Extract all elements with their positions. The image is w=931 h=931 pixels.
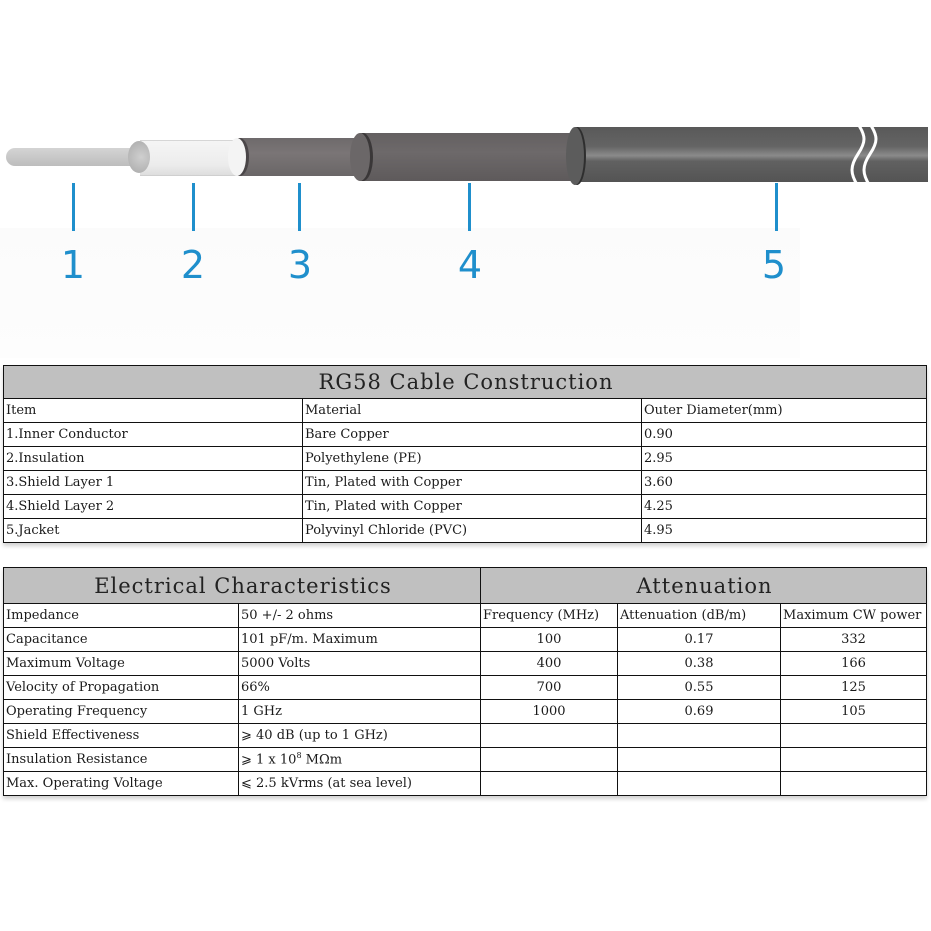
header-frequency: Frequency (MHz) — [481, 604, 618, 628]
jacket-end-graphic — [566, 127, 584, 185]
cell-item: 3.Shield Layer 1 — [4, 471, 303, 495]
table-row — [4, 628, 927, 652]
cell-value: ⩽ 2.5 kVrms (at sea level) — [239, 772, 481, 796]
table-row — [4, 495, 927, 519]
cell-value: 50 +/- 2 ohms — [239, 604, 481, 628]
cell-power — [781, 724, 927, 748]
table-row — [4, 724, 927, 748]
cell-power — [781, 748, 927, 772]
header-outer-diameter: Outer Diameter(mm) — [642, 399, 927, 423]
label-4: 4 — [457, 243, 483, 287]
cell-frequency: 700 — [481, 676, 618, 700]
cell-frequency: 400 — [481, 652, 618, 676]
leader-line-2 — [192, 183, 195, 231]
cell-value — [239, 748, 481, 772]
cell-value: 66% — [239, 676, 481, 700]
cell-property: Insulation Resistance — [4, 748, 239, 772]
cell-property: Operating Frequency — [4, 700, 239, 724]
cell-frequency — [481, 772, 618, 796]
cell-frequency: 100 — [481, 628, 618, 652]
table-header-row — [4, 399, 927, 423]
cell-frequency — [481, 724, 618, 748]
table-row — [4, 700, 927, 724]
cell-value: 1 GHz — [239, 700, 481, 724]
cell-item: 5.Jacket — [4, 519, 303, 543]
cell-property: Velocity of Propagation — [4, 676, 239, 700]
leader-line-5 — [775, 183, 778, 231]
cell-diameter: 2.95 — [642, 447, 927, 471]
header-attenuation: Attenuation (dB/m) — [618, 604, 781, 628]
insulation-value: ⩾ 1 x 10 — [241, 752, 297, 768]
cell-diameter: 3.60 — [642, 471, 927, 495]
cell-power: 166 — [781, 652, 927, 676]
cell-item: 4.Shield Layer 2 — [4, 495, 303, 519]
table-row — [4, 519, 927, 543]
cell-material: Tin, Plated with Copper — [303, 495, 642, 519]
cell-value: 101 pF/m. Maximum — [239, 628, 481, 652]
shield-layer-2-graphic — [360, 133, 575, 181]
cell-attenuation — [618, 748, 781, 772]
cell-item: 1.Inner Conductor — [4, 423, 303, 447]
cable-diagram — [0, 0, 931, 360]
table-row — [4, 652, 927, 676]
inner-conductor-graphic — [6, 148, 136, 166]
insulation-unit: MΩm — [301, 752, 343, 768]
conductor-cap-graphic — [128, 141, 150, 173]
cell-power — [781, 772, 927, 796]
cell-frequency — [481, 748, 618, 772]
cell-frequency: 1000 — [481, 700, 618, 724]
insulation-exponent: 8 — [296, 751, 302, 761]
construction-title: RG58 Cable Construction — [4, 366, 927, 399]
cell-attenuation — [618, 724, 781, 748]
attenuation-title: Attenuation — [481, 568, 927, 604]
cell-item: 2.Insulation — [4, 447, 303, 471]
cell-power: 105 — [781, 700, 927, 724]
leader-line-4 — [468, 183, 471, 231]
electrical-title: Electrical Characteristics — [4, 568, 481, 604]
electrical-attenuation-table — [3, 567, 927, 796]
label-1: 1 — [60, 243, 86, 287]
table-row — [4, 748, 927, 772]
cell-material: Tin, Plated with Copper — [303, 471, 642, 495]
shield-layer-1-graphic — [238, 138, 363, 176]
table-row — [4, 772, 927, 796]
construction-table — [3, 365, 927, 543]
cell-property: Max. Operating Voltage — [4, 772, 239, 796]
cell-property: Maximum Voltage — [4, 652, 239, 676]
insulation-graphic — [140, 140, 240, 176]
cell-attenuation: 0.17 — [618, 628, 781, 652]
cell-property: Impedance — [4, 604, 239, 628]
leader-line-1 — [72, 183, 75, 231]
cell-diameter: 4.95 — [642, 519, 927, 543]
cell-power: 125 — [781, 676, 927, 700]
cell-attenuation: 0.69 — [618, 700, 781, 724]
label-2: 2 — [180, 243, 206, 287]
cell-attenuation: 0.55 — [618, 676, 781, 700]
cell-material: Polyethylene (PE) — [303, 447, 642, 471]
cell-power: 332 — [781, 628, 927, 652]
shield-1-end-graphic — [350, 133, 370, 181]
label-3: 3 — [287, 243, 313, 287]
cell-attenuation — [618, 772, 781, 796]
cell-diameter: 4.25 — [642, 495, 927, 519]
cell-attenuation: 0.38 — [618, 652, 781, 676]
cell-material: Bare Copper — [303, 423, 642, 447]
cell-material: Polyvinyl Chloride (PVC) — [303, 519, 642, 543]
cable-break-icon — [846, 124, 882, 186]
table-row — [4, 423, 927, 447]
cell-value: 5000 Volts — [239, 652, 481, 676]
cell-value: ⩾ 40 dB (up to 1 GHz) — [239, 724, 481, 748]
leader-line-3 — [298, 183, 301, 231]
cell-diameter: 0.90 — [642, 423, 927, 447]
table-row — [4, 676, 927, 700]
cell-property: Shield Effectiveness — [4, 724, 239, 748]
cell-property: Capacitance — [4, 628, 239, 652]
label-5: 5 — [761, 243, 787, 287]
table-row — [4, 447, 927, 471]
header-item: Item — [4, 399, 303, 423]
table-row — [4, 471, 927, 495]
header-max-cw-power: Maximum CW power — [781, 604, 927, 628]
table-row — [4, 604, 927, 628]
header-material: Material — [303, 399, 642, 423]
insulation-end-graphic — [228, 138, 246, 176]
diagram-background — [0, 228, 800, 358]
